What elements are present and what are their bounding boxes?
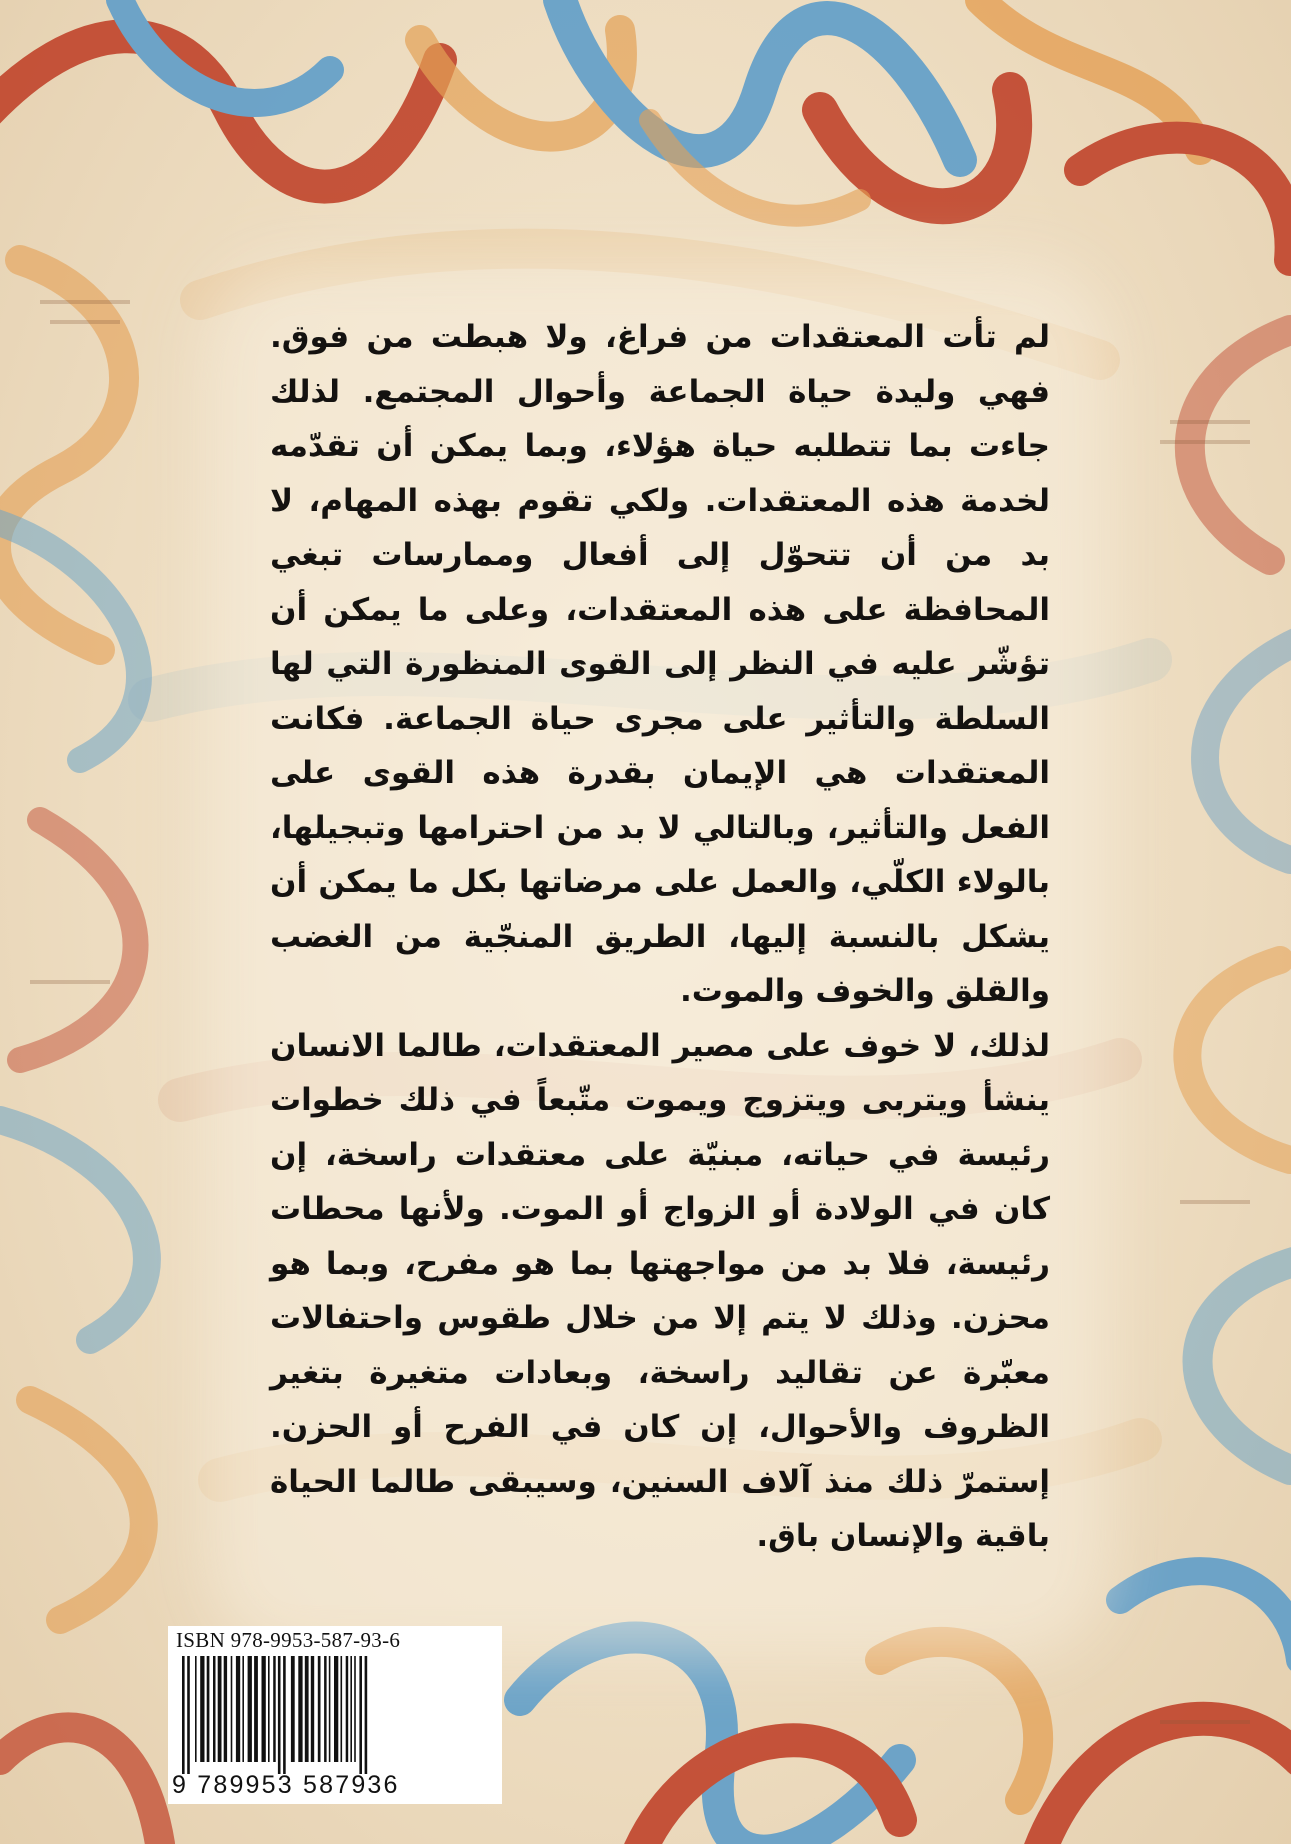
barcode-digits: 9 789953 587936 xyxy=(172,1771,400,1799)
isbn-barcode xyxy=(168,1626,502,1804)
blurb-paragraph-1: لم تأت المعتقدات من فراغ، ولا هبطت من فوق. فهي وليدة حياة الجماعة وأحوال المجتمع. لذلك جاءت بما تتطلبه حياة هؤلاء، وبما يمكن أن تقدّمه لخدمة هذه المعتقدات. ولكي تقوم بهذه المهام، لا بد من أن تتحوّل إلى أفعال وممارسات تبغي المحافظة على هذه المعتقدات، وعلى ما يمكن أن تؤشّر عليه في النظر إلى القوى المنظورة التي لها السلطة والتأثير على مجرى حياة الجماعة. فكانت المعتقدات هي الإيمان بقدرة هذه القوى على الفعل والتأثير، وبالتالي لا بد من احترامها وتبجيلها، بالولاء الكلّي، والعمل على مرضاتها بكل ما يمكن أن يشكل بالنسبة إليها، الطريق المنجّية من الغضب والقلق والخوف والموت. xyxy=(270,319,1050,1009)
isbn-label: ISBN 978-9953-587-93-6 xyxy=(176,1628,401,1652)
back-cover-blurb xyxy=(270,310,1050,1564)
barcode-bars xyxy=(178,1656,494,1774)
blurb-paragraph-2: لذلك، لا خوف على مصير المعتقدات، طالما الانسان ينشأ ويتربى ويتزوج ويموت متّبعاً في ذلك خطوات رئيسة في حياته، مبنيّة على معتقدات راسخة، إن كان في الولادة أو الزواج أو الموت. ولأنها محطات رئيسة، فلا بد من مواجهتها بما هو مفرح، وبما هو محزن. وذلك لا يتم إلا من خلال طقوس واحتفالات معبّرة عن تقاليد راسخة، وبعادات متغيرة بتغير الظروف والأحوال، إن كان في الفرح أو الحزن. إستمرّ ذلك منذ آلاف السنين، وسيبقى طالما الحياة باقية والإنسان باق. xyxy=(270,1027,1050,1554)
